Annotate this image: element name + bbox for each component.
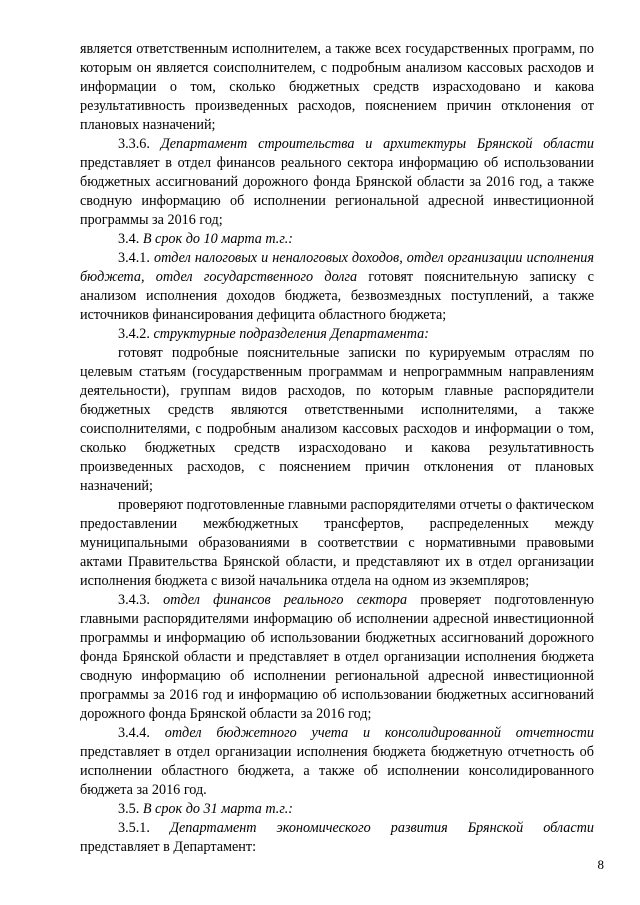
- text-segment: 3.5.1.: [118, 820, 170, 836]
- page-number: 8: [597, 857, 604, 872]
- text-segment: 3.4.3.: [118, 592, 164, 608]
- italic-text: Департамент экономического развития Брянской области: [169, 820, 594, 836]
- text-segment: 3.3.6.: [118, 136, 161, 152]
- italic-text: отдел налоговых и неналоговых доходов, отдел организации исполнения бюджета, отдел государственного долга: [80, 250, 594, 285]
- text-segment: готовят подробные пояснительные записки по курируемым отраслям по целевым статьям (государственным программам и непрограммным направлениям деятельности), группам видов расходов, по которым главные распорядители бюджетных средств являются ответственными исполнителями, а также соисполнителями, с подробным анализом кассовых расходов и информации о том, сколько бюджетных средств израсходовано и какова результативность произведенных расходов, с пояснением причин отклонения от плановых назначений;: [80, 345, 594, 494]
- paragraph: [80, 591, 594, 724]
- paragraph: [80, 135, 594, 230]
- document-body: [80, 40, 594, 857]
- text-segment: готовят пояснительную записку с анализом исполнения доходов бюджета, безвозмездных поступлений, а также источников финансирования дефицита областного бюджета;: [80, 269, 594, 323]
- text-segment: 3.5.: [118, 801, 143, 817]
- paragraph: [80, 724, 594, 800]
- text-segment: проверяют подготовленные главными распорядителями отчеты о фактическом предоставлении межбюджетных трансфертов, распределенных между муниципальными образованиями в соответствии с нормативными правовыми актами Правительства Брянской области, и представляют их в отдел организации исполнения бюджета с визой начальника отдела на одном из экземпляров;: [80, 497, 594, 589]
- italic-text: В срок до 31 марта т.г.:: [142, 801, 293, 817]
- paragraph: [80, 325, 594, 344]
- italic-text: отдел финансов реального сектора: [163, 592, 408, 608]
- italic-text: структурные подразделения Департамента:: [153, 326, 429, 342]
- text-segment: проверяет подготовленную главными распорядителями информацию об исполнении адресной инвестиционной программы и информацию об использовании бюджетных ассигнований дорожного фонда Брянской области и представляет в отдел организации исполнения бюджета сводную информацию об исполнении региональной адресной инвестиционной программы за 2016 год и информацию об использовании бюджетных ассигнований дорожного фонда Брянской области за 2016 год;: [80, 592, 595, 722]
- text-segment: 3.4.1.: [118, 250, 154, 266]
- paragraph: [80, 800, 594, 819]
- paragraph: [80, 230, 594, 249]
- paragraph: [80, 344, 594, 496]
- text-segment: является ответственным исполнителем, а также всех государственных программ, по которым он является соисполнителем, с подробным анализом кассовых расходов и информации о том, сколько бюджетных средств израсходовано и какова результативность произведенных расходов, пояснением причин отклонения от плановых назначений;: [80, 41, 594, 133]
- text-segment: представляет в отдел организации исполнения бюджета бюджетную отчетность об исполнении областного бюджета, а также об исполнении консолидированного бюджета за 2016 год.: [80, 744, 594, 798]
- text-segment: 3.4.4.: [118, 725, 165, 741]
- document-page: [80, 40, 594, 857]
- italic-text: Департамент строительства и архитектуры Брянской области: [160, 136, 595, 152]
- paragraph: [80, 40, 594, 135]
- paragraph: [80, 496, 594, 591]
- italic-text: отдел бюджетного учета и консолидированной отчетности: [164, 725, 595, 741]
- paragraph: [80, 249, 594, 325]
- italic-text: В срок до 10 марта т.г.:: [142, 231, 293, 247]
- text-segment: представляет в Департамент:: [80, 839, 257, 855]
- paragraph: [80, 819, 594, 857]
- text-segment: 3.4.: [118, 231, 143, 247]
- text-segment: представляет в отдел финансов реального сектора информацию об использовании бюджетных ассигнований дорожного фонда Брянской области за 2016 год, а также сводную информацию об исполнении региональной адресной инвестиционной программы за 2016 год;: [80, 155, 594, 228]
- text-segment: 3.4.2.: [118, 326, 154, 342]
